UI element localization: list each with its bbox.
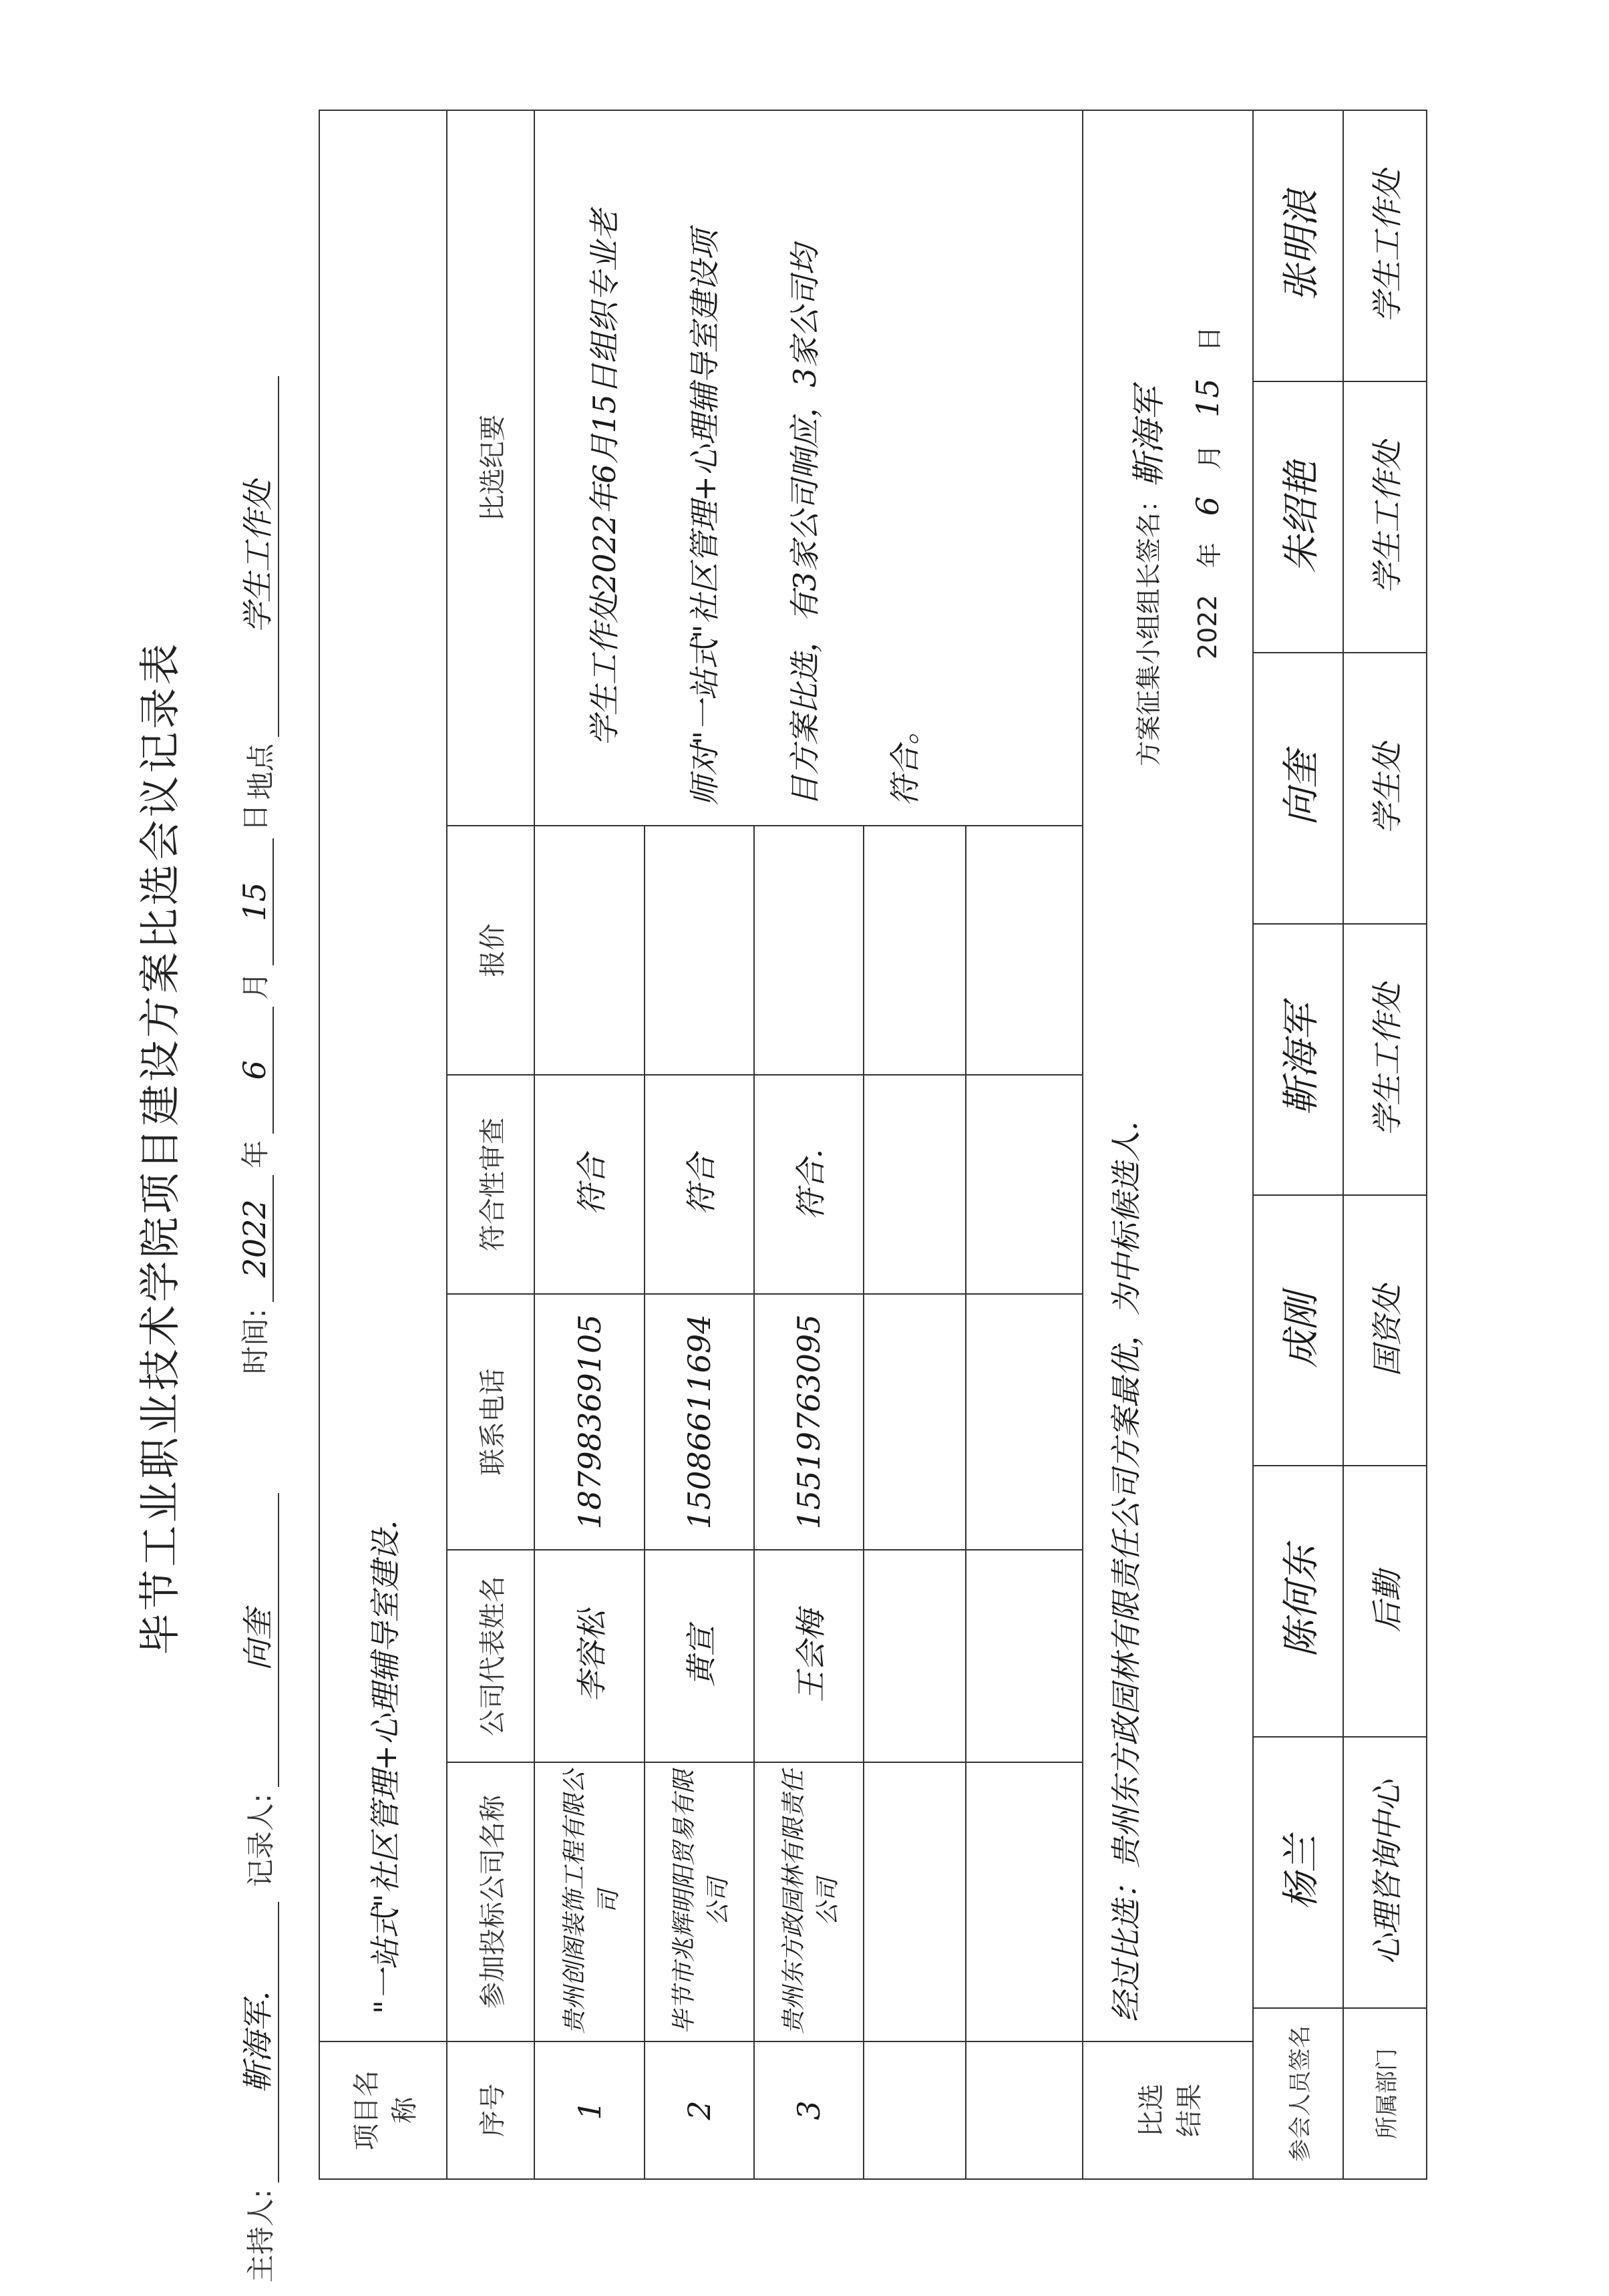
leader-signature: 方案征集小组组长签名： 靳海军 — [1129, 386, 1168, 766]
recorder-field: 记录人: 向奎 — [234, 1493, 279, 1887]
dept-label: 所属部门 — [1343, 2007, 1427, 2180]
result-text: 经过比选：贵州东方政园林有限责任公司方案最优，为中标候选人. — [1108, 1121, 1144, 2022]
attendee-dept: 学生处 — [1343, 652, 1427, 925]
sign-label: 参会人员签名 — [1252, 2007, 1344, 2180]
attendee-signature: 陈何东 — [1252, 1465, 1344, 1738]
meeting-record-form: 毕节工业职业技术学院项目建设方案比选会议记录表 主持人: 靳海军. 记录人: 向奎 时间: 2022 年 6 月 15 日 地点 学生工作处 项目名称 "一站式"社区管理+心理辅导室建设. 序号 参加投标公司名称 公司代表姓名 联系电话 符合性审查 报价 比选纪要 1 贵州创阁装饰工程有限公司 李容松 18798369105 符合 2 毕节市兆辉明阳贸易有限公司 黄宣 15086611694 符合 3 贵州东方政园林有限责任公司 王会梅 15519763095 符合. 学生工作处2022年6月15日组织专业老 师对"一站式"社区管理+心理辅导室建设项 目方案比选，有3家公司响应，3家公司均 符合。 比选结果 经过比选：贵州东方政园林有限责任公司方案最优，为中标候选人. 方案征集小组组长签名： 靳海军 2022 年 6 月 15 日 参会人员签名 所属部门 杨兰 心理咨询中心 陈何东 后勤 成刚 国资处 靳海军 学生工作处 向奎 学生处 朱绍艳 学生工作处 张明浪 学生工作处 — [0, 0, 1609, 2296]
attendee-signature: 靳海军 — [1252, 923, 1344, 1196]
project-label: 项目名称 — [319, 2041, 448, 2180]
attendee-dept: 后勤 — [1343, 1465, 1427, 1738]
host-field: 主持人: 靳海军. — [234, 1902, 279, 2283]
attendee-signature: 杨兰 — [1252, 1736, 1344, 2009]
col-header-rep: 公司代表姓名 — [446, 1549, 535, 1763]
minutes-text: 学生工作处2022年6月15日组织专业老 师对"一站式"社区管理+心理辅导室建设项 目方案比选，有3家公司响应，3家公司均 符合。 — [586, 210, 923, 806]
col-header-review: 符合性审查 — [446, 1074, 535, 1295]
attendee-signature: 成刚 — [1252, 1194, 1344, 1466]
attendee-signature: 朱绍艳 — [1252, 381, 1344, 653]
result-date: 2022 年 6 月 15 日 — [1189, 326, 1226, 659]
attendee-dept: 国资处 — [1343, 1194, 1427, 1466]
recorder-name: 向奎 — [234, 1493, 279, 1787]
place-field: 地点 学生工作处 — [234, 376, 279, 800]
attendee-signature: 向奎 — [1252, 652, 1344, 925]
col-header-company: 参加投标公司名称 — [446, 1762, 535, 2042]
attendee-dept: 学生工作处 — [1343, 110, 1427, 382]
time-field: 时间: 2022 年 6 月 15 日 — [236, 803, 273, 1374]
col-header-price: 报价 — [446, 825, 535, 1076]
result-label: 比选结果 — [1082, 2041, 1254, 2180]
form-title: 毕节工业职业技术学院项目建设方案比选会议记录表 — [136, 641, 184, 1655]
col-header-phone: 联系电话 — [446, 1293, 535, 1550]
host-name: 靳海军. — [234, 1902, 279, 2182]
project-name: "一站式"社区管理+心理辅导室建设. — [319, 110, 448, 2042]
col-header-no: 序号 — [446, 2041, 535, 2180]
attendee-dept: 学生工作处 — [1343, 923, 1427, 1196]
place-value: 学生工作处 — [234, 376, 279, 737]
attendee-signature: 张明浪 — [1252, 110, 1344, 382]
attendee-dept: 学生工作处 — [1343, 381, 1427, 653]
attendee-dept: 心理咨询中心 — [1343, 1736, 1427, 2009]
col-header-minutes: 比选纪要 — [446, 110, 535, 826]
